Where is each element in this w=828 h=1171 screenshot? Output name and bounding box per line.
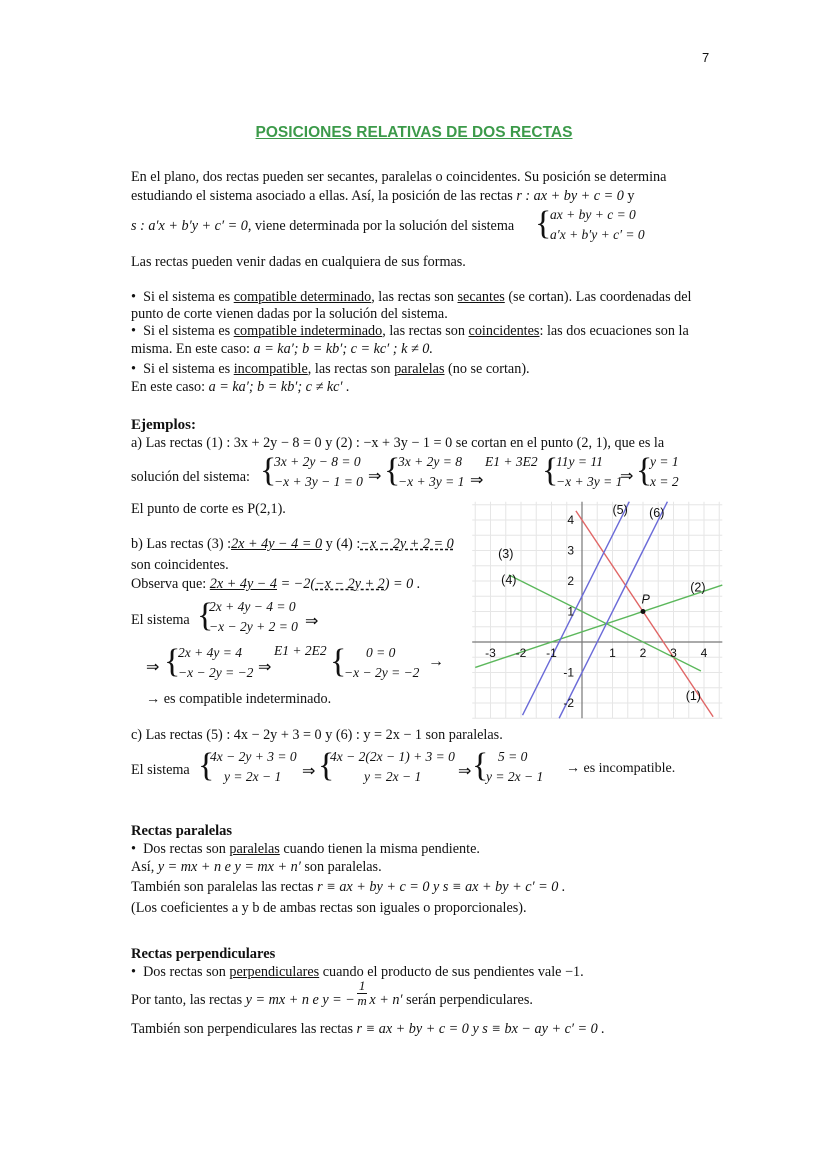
x-tick-label: -2 — [515, 646, 527, 660]
label-4: (4) — [501, 573, 517, 588]
intro-line-4: Las rectas pueden venir dadas en cualquiera de sus formas. — [131, 254, 466, 270]
x-tick-label: 2 — [639, 646, 647, 660]
bullet-incompatible: • Si el sistema es incompatible, las rectas son paralelas (no se cortan). — [131, 361, 530, 377]
intro-line-1: En el plano, dos rectas pueden ser secantes, paralelas o coincidentes. Su posición se determina — [131, 169, 667, 185]
y-tick-label: 1 — [567, 604, 574, 619]
label-2: (2) — [690, 580, 706, 595]
label-5: (5) — [612, 502, 628, 517]
perpendiculars-example: Por tanto, las rectas y = mx + n e y = − $\frac{1}{m}$ x + n′ serán perpendiculares. — [131, 978, 533, 1009]
intro-line-2: estudiando el sistema asociado a ellas. Así, la posición de las rectas r : ax + by + c = 0 y — [131, 188, 635, 204]
example-a-solution-label: solución del sistema: — [131, 469, 251, 485]
x-tick-label: -1 — [546, 646, 557, 660]
bullet-3-line-2: En este caso: a = ka′; b = kb′; c ≠ kc′ . — [131, 379, 350, 395]
example-b-statement: b) Las rectas (3) :2x + 4y − 4 = 0 y (4) :−x − 2y + 2 = 0 — [131, 536, 454, 552]
bullet-1-line-2: punto de corte vienen dadas por la solución del sistema. — [131, 306, 448, 322]
page-title: POSICIONES RELATIVAS DE DOS RECTAS — [255, 124, 573, 141]
x-tick-label: 3 — [670, 646, 677, 660]
example-b-system-chain: ⇒ { 2x + 4y = 4 −x − 2y = −2 ⇒ E1 + 2E2 { 0 = 0 −x − 2y = −2 → — [146, 643, 444, 680]
example-b-line-2: son coincidentes. — [131, 557, 229, 573]
intro-line-3: s : a′x + b′y + c′ = 0, viene determinada por la solución del sistema — [131, 218, 515, 234]
label-p: P — [641, 592, 650, 607]
example-b-result: → es compatible indeterminado. — [146, 691, 332, 707]
y-tick-label: 3 — [567, 543, 574, 558]
bullet-compatible-determinado: • Si el sistema es compatible determinado, las rectas son secantes (se cortan). Las coordenadas del — [131, 289, 692, 305]
point-p — [641, 609, 646, 614]
example-b-system-1: { 2x + 4y − 4 = 0 −x − 2y + 2 = 0 ⇒ — [197, 597, 319, 634]
parallels-example: Así, y = mx + n e y = mx + n′ son paralelas. — [131, 859, 382, 875]
bullet-compatible-indeterminado: • Si el sistema es compatible indeterminado, las rectas son coincidentes: las dos ecuaciones son la — [131, 323, 689, 339]
graph-lines — [475, 502, 722, 719]
parallels-definition: • Dos rectas son paralelas cuando tienen la misma pendiente. — [131, 841, 480, 857]
perpendiculars-definition: • Dos rectas son perpendiculares cuando el producto de sus pendientes vale −1. — [131, 964, 584, 980]
line-1 — [576, 511, 713, 717]
example-a-point: El punto de corte es P(2,1). — [131, 501, 286, 517]
example-b-observation: Observa que: 2x + 4y − 4 = −2(−x − 2y + 2) = 0 . — [131, 576, 421, 592]
y-tick-label: -1 — [563, 665, 574, 680]
example-a-statement: a) Las rectas (1) : 3x + 2y − 8 = 0 y (2) : −x + 3y − 1 = 0 se cortan en el punto (2, 1), que es la — [131, 435, 665, 451]
label-1: (1) — [685, 688, 701, 703]
y-tick-label: 4 — [567, 513, 574, 527]
graph-grid — [472, 502, 722, 719]
example-c-statement: c) Las rectas (5) : 4x − 2y + 3 = 0 y (6) : y = 2x − 1 son paralelas. — [131, 727, 503, 743]
x-tick-label: -3 — [485, 646, 496, 660]
example-a-system-chain: { 3x + 2y − 8 = 0 −x + 3y − 1 = 0 ⇒ { 3x + 2y = 8 −x + 3y = 1 ⇒ E1 + 3E2 { 11y = 11 −x + 3y = 1 ⇒ { y = 1 x = 2 — [260, 452, 679, 489]
parallels-general: También son paralelas las rectas r ≡ ax + by + c = 0 y s ≡ ax + by + c′ = 0 . — [131, 879, 566, 895]
bullet-2-line-2: misma. En este caso: a = ka′; b = kb′; c = kc′ ; k ≠ 0. — [131, 341, 433, 357]
x-tick-label: 4 — [700, 646, 708, 660]
examples-heading: Ejemplos: — [131, 417, 196, 433]
example-b-system-label: El sistema — [131, 612, 190, 628]
page-number: 7 — [702, 50, 710, 65]
perpendiculars-general: También son perpendiculares las rectas r ≡ ax + by + c = 0 y s ≡ bx − ay + c′ = 0 . — [131, 1021, 605, 1037]
lines-graph — [485, 500, 734, 720]
example-c-system-chain: { 4x − 2y + 3 = 0 y = 2x − 1 ⇒ { 4x − 2(2x − 1) + 3 = 0 y = 2x − 1 ⇒ { 5 = 0 y = 2x − 1 → es incompatible. — [198, 747, 676, 784]
parallels-heading: Rectas paralelas — [131, 823, 233, 839]
label-6: (6) — [649, 505, 665, 520]
line-2 — [475, 585, 722, 667]
y-tick-label: -2 — [563, 696, 574, 710]
y-tick-label: 2 — [567, 574, 574, 588]
example-c-system-label: El sistema — [131, 762, 190, 778]
label-3: (3) — [498, 547, 514, 562]
parallels-note: (Los coeficientes a y b de ambas rectas son iguales o proporcionales). — [131, 900, 527, 916]
perpendiculars-heading: Rectas perpendiculares — [131, 946, 276, 962]
x-tick-label: 1 — [609, 646, 616, 660]
